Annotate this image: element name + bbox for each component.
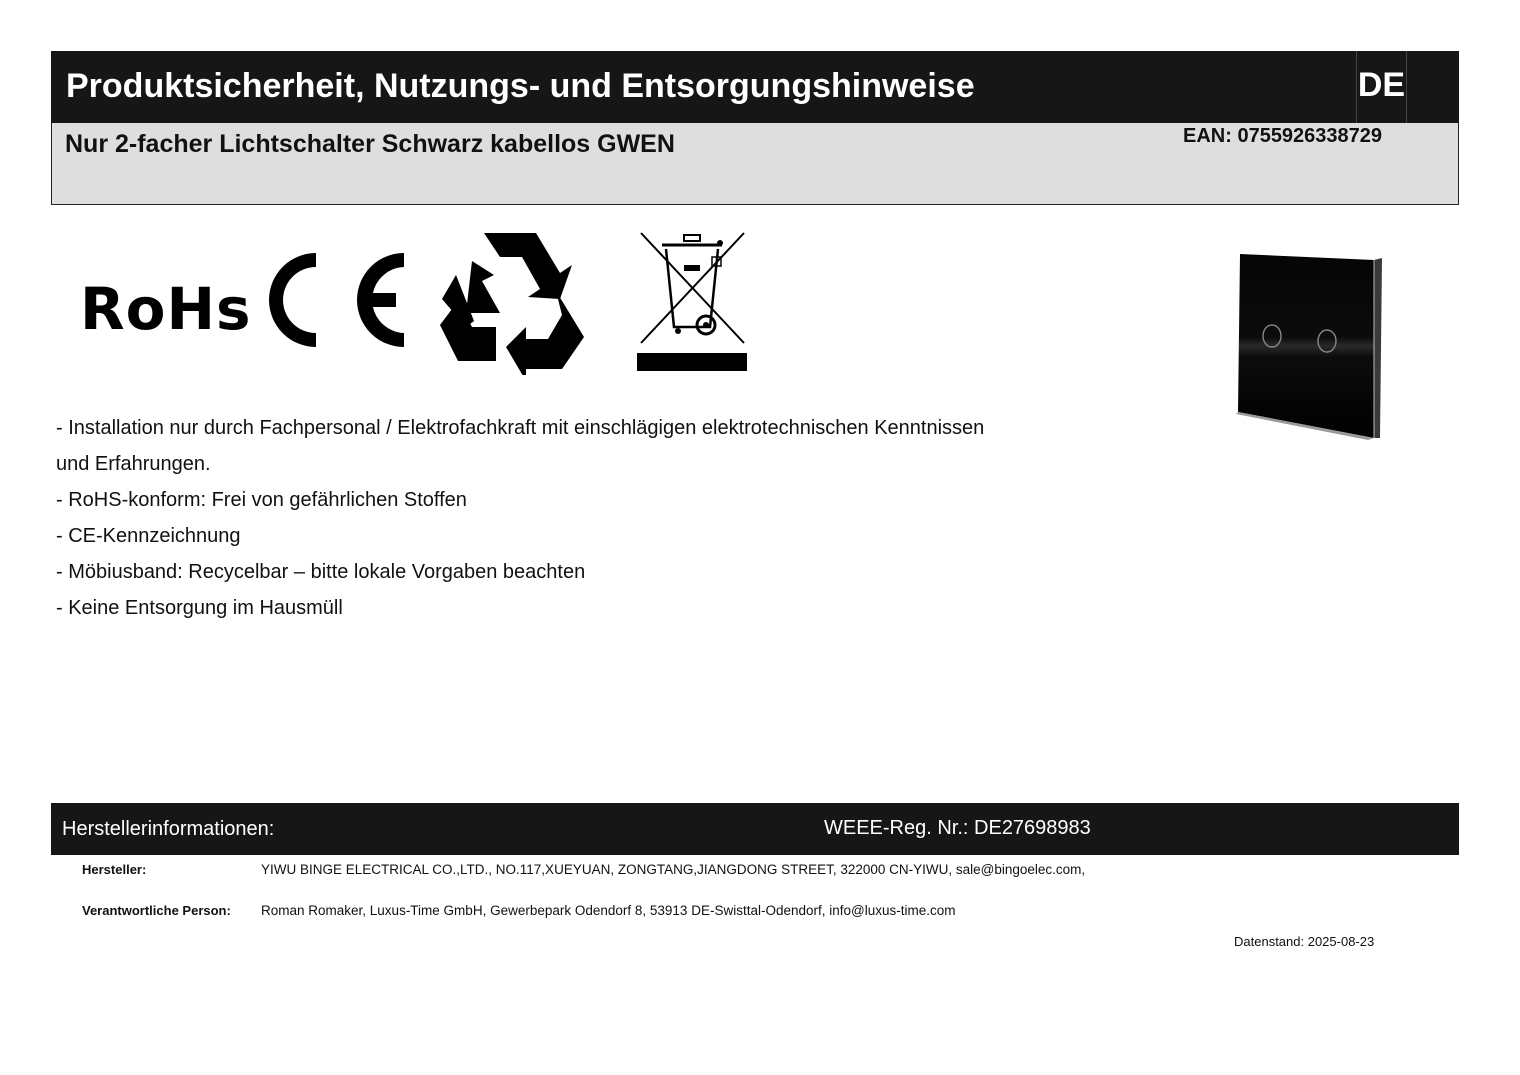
header-bar [51,51,1459,123]
manufacturer-heading: Herstellerinformationen: [62,818,275,840]
manufacturer-value: YIWU BINGE ELECTRICAL CO.,LTD., NO.117,XUEYUAN, ZONGTANG,JIANGDONG STREET, 322000 CN-YIWU, sale@bingoelec.com, [261,862,1086,877]
rohs-logo: RoHs [80,275,252,343]
product-photo [1232,252,1384,442]
page-title: Produktsicherheit, Nutzungs- und Entsorgungshinweise [66,67,975,105]
note-line: - Installation nur durch Fachpersonal / Elektrofachkraft mit einschlägigen elektrotechnischen Kenntnissen [56,417,985,439]
note-line: - Keine Entsorgung im Hausmüll [56,597,343,619]
ce-mark-icon [256,247,408,353]
weee-crossed-bin-icon [636,231,748,373]
weee-registration: WEEE-Reg. Nr.: DE27698983 [824,817,1091,839]
note-line: und Erfahrungen. [56,453,211,475]
note-line: - CE-Kennzeichnung [56,525,241,547]
safety-notes [56,410,1116,626]
product-name: Nur 2-facher Lichtschalter Schwarz kabellos GWEN [65,130,675,158]
date-stamp: Datenstand: 2025-08-23 [1234,934,1375,949]
product-subheader [51,123,1459,205]
responsible-person-label: Verantwortliche Person: [82,903,231,918]
responsible-person-value: Roman Romaker, Luxus-Time GmbH, Gewerbepark Odendorf 8, 53913 DE-Swisttal-Odendorf, info@luxus-time.com [261,903,956,918]
note-line: - RoHS-konform: Frei von gefährlichen Stoffen [56,489,467,511]
manufacturer-info-bar [51,803,1459,855]
language-badge: DE [1356,51,1407,123]
manufacturer-label: Hersteller: [82,862,147,877]
compliance-marks [70,225,770,380]
recycling-mobius-icon [436,229,588,375]
ean-code: EAN: 0755926338729 [1183,125,1383,147]
note-line: - Möbiusband: Recycelbar – bitte lokale Vorgaben beachten [56,561,586,583]
